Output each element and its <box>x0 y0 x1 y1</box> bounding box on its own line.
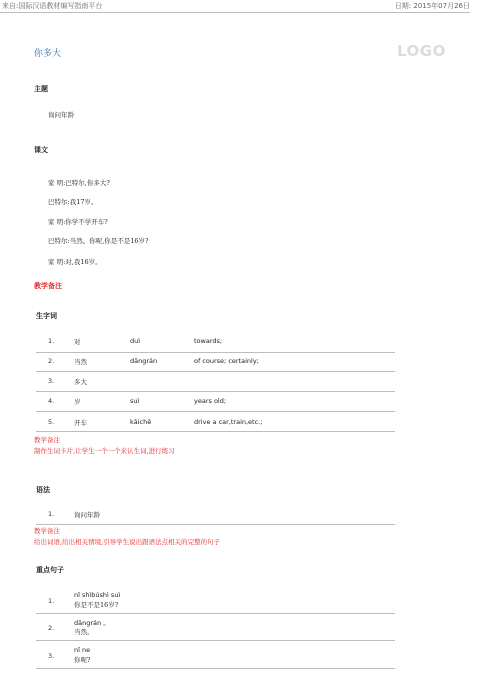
sentence-pinyin: dāngrán 。 <box>74 619 110 627</box>
row-number: 3. <box>48 652 55 660</box>
topic-heading: 主题 <box>34 84 48 93</box>
logo: LOGO <box>397 42 446 60</box>
vocab-pinyin: kāichē <box>130 418 152 426</box>
source-label: 来自:国际汉语教材编写指南平台 <box>2 2 103 10</box>
row-number: 2. <box>48 624 55 632</box>
vocab-row <box>36 391 395 412</box>
text-heading: 课文 <box>34 145 48 154</box>
teaching-note-text: 给出词语,给出相关情境,引导学生说出跟语法点相关的完整的句子 <box>34 538 221 546</box>
vocab-row <box>36 333 395 353</box>
vocab-word: 当然 <box>74 358 87 366</box>
key-sentences-heading: 重点句子 <box>36 565 64 574</box>
dialogue-line: 家 明:你学不学开车? <box>48 218 108 226</box>
teaching-note-title: 教学备注 <box>34 436 60 444</box>
row-number: 4. <box>48 397 55 405</box>
header-divider <box>0 12 470 13</box>
vocab-heading: 生字词 <box>36 311 57 320</box>
dialogue-line: 家 明:巴特尔,你多大? <box>48 179 110 187</box>
teaching-note-title: 教学备注 <box>34 281 62 290</box>
vocab-word: 多大 <box>74 378 87 386</box>
grammar-heading: 语法 <box>36 485 50 494</box>
sentence-pinyin: nǐ shìbúshì suì <box>74 591 121 599</box>
sentence-text: 当然。 <box>74 628 94 636</box>
date-label: 日期: 2015年07月26日 <box>394 2 470 10</box>
vocab-pinyin: dāngrán <box>130 357 158 365</box>
vocab-word: 开车 <box>74 419 87 427</box>
sentence-text: 你是不是16岁? <box>74 601 119 609</box>
vocab-row <box>36 352 395 372</box>
row-number: 1. <box>48 510 55 518</box>
page-header <box>0 0 496 13</box>
row-number: 3. <box>48 377 55 385</box>
vocab-word: 岁 <box>74 398 81 406</box>
vocab-english: years old; <box>194 397 227 405</box>
row-number: 2. <box>48 357 55 365</box>
row-number: 1. <box>48 337 55 345</box>
sentence-pinyin: nǐ ne <box>74 646 91 654</box>
vocab-word: 对 <box>74 338 81 346</box>
sentence-row <box>36 588 395 614</box>
dialogue-line: 家 明:对,我16岁。 <box>48 258 102 266</box>
grammar-point: 询问年龄 <box>74 511 100 519</box>
dialogue-line: 巴特尔:我17岁。 <box>48 198 98 206</box>
vocab-row <box>36 371 395 392</box>
teaching-note-text: 制作生词卡片,让学生一个一个来认生词,进行练习 <box>34 447 175 455</box>
vocab-english: drive a car,train,etc.; <box>194 418 263 426</box>
topic-text: 询问年龄 <box>48 111 74 119</box>
dialogue-line: 巴特尔:当然。你呢,你是不是16岁? <box>48 237 149 245</box>
vocab-pinyin: suì <box>130 397 140 405</box>
sentence-row <box>36 643 395 669</box>
sentence-text: 你呢? <box>74 656 91 664</box>
grammar-row <box>36 504 395 525</box>
vocab-pinyin: duì <box>130 337 141 345</box>
vocab-english: of course; certainly; <box>194 357 259 365</box>
row-number: 5. <box>48 418 55 426</box>
vocab-english: towards; <box>194 337 223 345</box>
sentence-row <box>36 615 395 641</box>
row-number: 1. <box>48 597 55 605</box>
vocab-row <box>36 411 395 432</box>
lesson-title: 你多大 <box>34 49 62 59</box>
teaching-note-title: 教学备注 <box>34 527 60 535</box>
